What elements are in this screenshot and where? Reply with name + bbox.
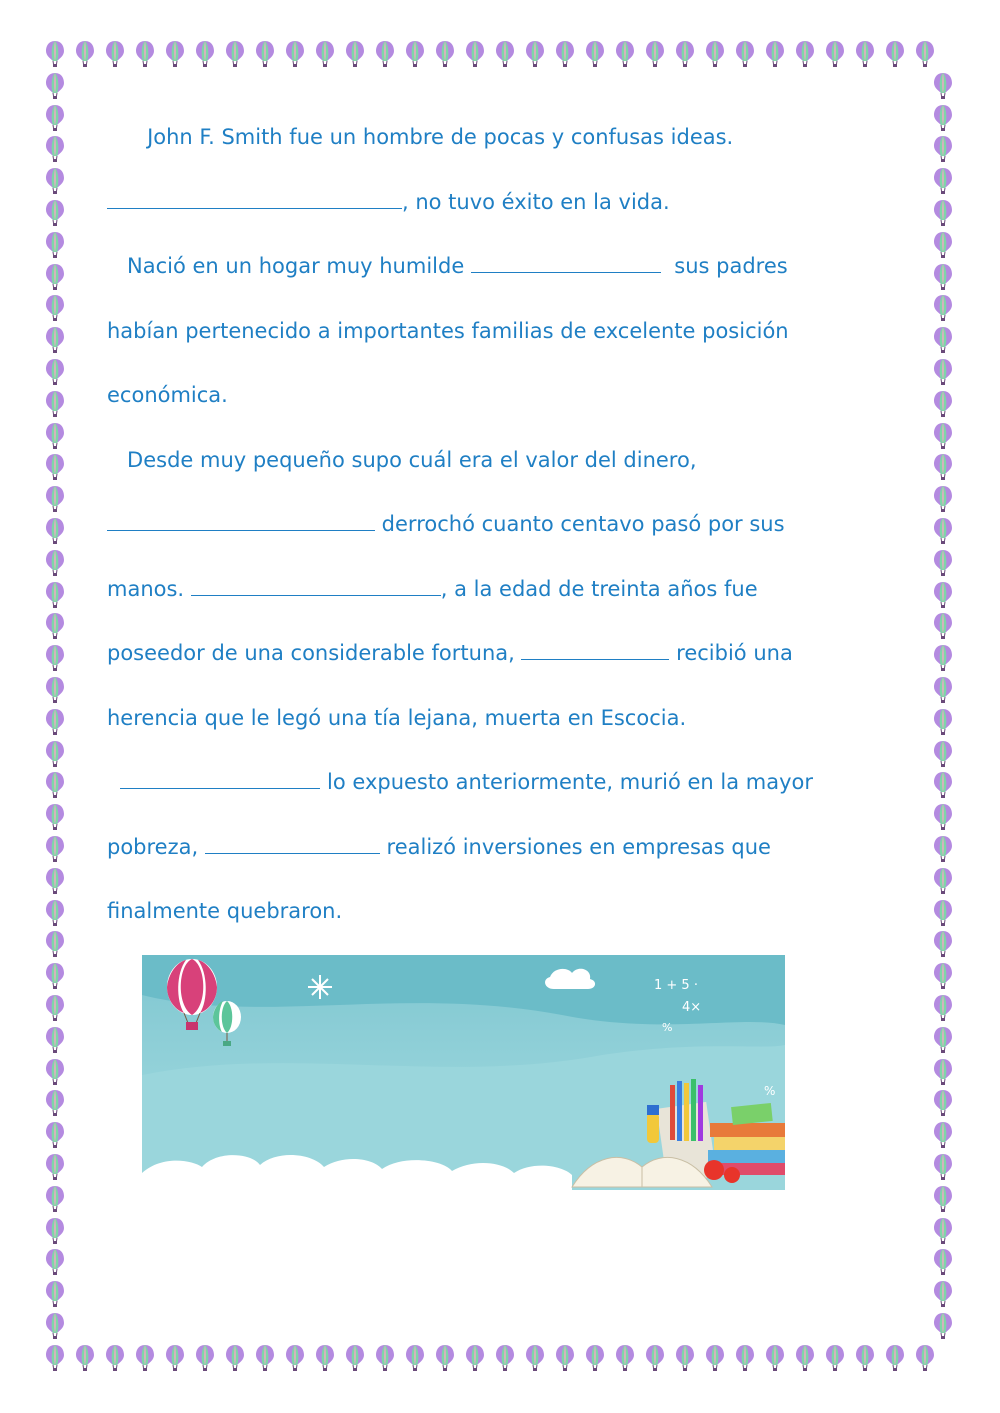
line-text-before: Nació en un hogar muy humilde [127, 254, 471, 278]
hot-air-balloon-icon [820, 38, 850, 70]
line-text-before: económica. [107, 383, 228, 407]
balloon-border-left [40, 70, 70, 1342]
hot-air-balloon-icon [430, 38, 460, 70]
hot-air-balloon-icon [40, 642, 70, 674]
hot-air-balloon-icon [460, 1342, 490, 1374]
hot-air-balloon-icon [70, 1342, 100, 1374]
hot-air-balloon-icon [928, 1310, 958, 1342]
hot-air-balloon-icon [928, 833, 958, 865]
hot-air-balloon-icon [250, 38, 280, 70]
hot-air-balloon-icon [610, 38, 640, 70]
hot-air-balloon-icon [190, 38, 220, 70]
hot-air-balloon-icon [40, 293, 70, 325]
math-scribble-1: 1 + 5 · [654, 978, 698, 993]
hot-air-balloon-icon [40, 833, 70, 865]
hot-air-balloon-icon [40, 1056, 70, 1088]
hot-air-balloon-icon [40, 738, 70, 770]
line-text-before: habían pertenecido a importantes familias de excelente posición [107, 318, 789, 343]
hot-air-balloon-icon [460, 38, 490, 70]
hot-air-balloon-icon [880, 38, 910, 70]
sky-scene-illustration [142, 955, 785, 1190]
glue-bottle [647, 1113, 659, 1143]
text-line [107, 492, 897, 557]
hot-air-balloon-icon [40, 1246, 70, 1278]
math-scribble-2: 4× [682, 1000, 702, 1015]
hot-air-balloon-icon [40, 229, 70, 261]
text-lines [107, 105, 897, 944]
hot-air-balloon-icon [490, 38, 520, 70]
hot-air-balloon-icon [928, 197, 958, 229]
hot-air-balloon-icon [40, 579, 70, 611]
fill-in-blank[interactable] [107, 512, 375, 531]
line-indent [107, 125, 147, 149]
hot-air-balloon-icon [928, 102, 958, 134]
text-line [107, 363, 897, 428]
hot-air-balloon-icon [730, 38, 760, 70]
hot-air-balloon-icon [190, 1342, 220, 1374]
line-indent [107, 770, 120, 794]
hot-air-balloon-icon [928, 547, 958, 579]
fill-in-blank[interactable] [521, 641, 669, 660]
hot-air-balloon-icon [520, 38, 550, 70]
line-text-before: finalmente quebraron. [107, 899, 343, 923]
hot-air-balloon-icon [580, 38, 610, 70]
hot-air-balloon-icon [928, 261, 958, 293]
hot-air-balloon-icon [760, 38, 790, 70]
hot-air-balloon-icon [610, 1342, 640, 1374]
hot-air-balloon-icon [40, 483, 70, 515]
hot-air-balloon-icon [790, 38, 820, 70]
text-line [107, 170, 897, 235]
hot-air-balloon-icon [928, 356, 958, 388]
hot-air-balloon-icon [928, 1246, 958, 1278]
hot-air-balloon-icon [310, 38, 340, 70]
hot-air-balloon-icon [928, 929, 958, 961]
hot-air-balloon-icon [100, 1342, 130, 1374]
hot-air-balloon-icon [820, 1342, 850, 1374]
hot-air-balloon-icon [928, 611, 958, 643]
line-text-before: manos. [107, 576, 191, 601]
hot-air-balloon-icon [40, 134, 70, 166]
hot-air-balloon-icon [100, 38, 130, 70]
hot-air-balloon-icon [40, 165, 70, 197]
hot-air-balloon-icon [40, 770, 70, 802]
hot-air-balloon-icon [280, 1342, 310, 1374]
text-line [107, 105, 897, 170]
math-scribble-4: % [764, 1084, 776, 1098]
hot-air-balloon-icon [790, 1342, 820, 1374]
line-text-after: sus padres [660, 254, 788, 278]
hot-air-balloon-icon [40, 1088, 70, 1120]
hot-air-balloon-icon [928, 579, 958, 611]
hot-air-balloon-icon [40, 420, 70, 452]
hot-air-balloon-icon [40, 960, 70, 992]
text-line [107, 621, 897, 686]
hot-air-balloon-icon [40, 1119, 70, 1151]
hot-air-balloon-icon [40, 992, 70, 1024]
hot-air-balloon-icon [928, 770, 958, 802]
hot-air-balloon-icon [670, 38, 700, 70]
hot-air-balloon-icon [928, 134, 958, 166]
hot-air-balloon-icon [40, 1342, 70, 1374]
hot-air-balloon-icon [40, 102, 70, 134]
hot-air-balloon-icon [40, 611, 70, 643]
hot-air-balloon-icon [928, 992, 958, 1024]
text-line [107, 299, 897, 364]
hot-air-balloon-icon [370, 38, 400, 70]
hot-air-balloon-icon [850, 1342, 880, 1374]
hot-air-balloon-icon [928, 1024, 958, 1056]
hot-air-balloon-icon [640, 38, 670, 70]
fill-in-blank[interactable] [205, 835, 380, 854]
hot-air-balloon-icon [880, 1342, 910, 1374]
text-line [107, 750, 897, 815]
hot-air-balloon-icon [40, 324, 70, 356]
hot-air-balloon-icon [250, 1342, 280, 1374]
hot-air-balloon-icon [700, 38, 730, 70]
hot-air-balloon-icon [280, 38, 310, 70]
hot-air-balloon-icon [400, 1342, 430, 1374]
line-text-before: herencia que le legó una tía lejana, muerta en Escocia. [107, 705, 687, 730]
hot-air-balloon-icon [40, 1215, 70, 1247]
worksheet-text [107, 105, 897, 944]
hot-air-balloon-icon [760, 1342, 790, 1374]
hot-air-balloon-icon [640, 1342, 670, 1374]
hot-air-balloon-icon [928, 1151, 958, 1183]
line-text-after: lo expuesto anteriormente, murió en la mayor [320, 770, 814, 794]
hot-air-balloon-icon [928, 483, 958, 515]
fill-in-blank[interactable] [191, 577, 441, 596]
hot-air-balloon-icon [40, 547, 70, 579]
line-text-after: recibió una [669, 641, 793, 665]
hot-air-balloon-icon [928, 865, 958, 897]
hot-air-balloon-icon [40, 706, 70, 738]
hot-air-balloon-icon [928, 1088, 958, 1120]
hot-air-balloon-icon [580, 1342, 610, 1374]
hot-air-balloon-icon [928, 165, 958, 197]
hot-air-balloon-icon [928, 897, 958, 929]
hot-air-balloon-icon [40, 515, 70, 547]
math-scribble-3: % [662, 1021, 673, 1034]
pencils [670, 1079, 703, 1141]
hot-air-balloon-icon [910, 38, 940, 70]
hot-air-balloon-icon [340, 1342, 370, 1374]
line-indent [107, 448, 127, 472]
fill-in-blank[interactable] [471, 254, 661, 273]
hot-air-balloon-icon [220, 1342, 250, 1374]
hot-air-balloon-icon [40, 197, 70, 229]
hot-air-balloon-icon [700, 1342, 730, 1374]
line-text-after: , no tuvo éxito en la vida. [402, 189, 670, 214]
hot-air-balloon-icon [40, 674, 70, 706]
hot-air-balloon-icon [928, 960, 958, 992]
balloon-border-bottom [40, 1342, 940, 1374]
line-indent [107, 254, 127, 278]
hot-air-balloon-icon [310, 1342, 340, 1374]
hot-air-balloon-icon [928, 738, 958, 770]
text-line [107, 815, 897, 880]
hot-air-balloon-icon [550, 1342, 580, 1374]
hot-air-balloon-icon [370, 1342, 400, 1374]
hot-air-balloon-icon [730, 1342, 760, 1374]
hot-air-balloon-icon [340, 38, 370, 70]
hot-air-balloon-icon [400, 38, 430, 70]
hot-air-balloon-icon [928, 452, 958, 484]
hot-air-balloon-icon [550, 38, 580, 70]
hot-air-balloon-icon [928, 70, 958, 102]
hot-air-balloon-icon [40, 452, 70, 484]
hot-air-balloon-icon [40, 1278, 70, 1310]
hot-air-balloon-icon [40, 1310, 70, 1342]
hot-air-balloon-icon [130, 38, 160, 70]
decorative-illustration [142, 955, 785, 1190]
hot-air-balloon-icon [928, 1056, 958, 1088]
hot-air-balloon-icon [850, 38, 880, 70]
hot-air-balloon-icon [40, 929, 70, 961]
hot-air-balloon-icon [928, 515, 958, 547]
hot-air-balloon-icon [928, 388, 958, 420]
line-text-after: realizó inversiones en empresas que [379, 834, 771, 859]
hot-air-balloon-icon [70, 38, 100, 70]
hot-air-balloon-icon [928, 674, 958, 706]
hot-air-balloon-icon [430, 1342, 460, 1374]
text-line [107, 879, 897, 944]
line-text-before: poseedor de una considerable fortuna, [107, 641, 522, 665]
line-text-after: derrochó cuanto centavo pasó por sus [375, 512, 785, 536]
text-line [107, 686, 897, 751]
red-scissors-handle [704, 1160, 724, 1180]
fill-in-blank[interactable] [120, 770, 320, 789]
hot-air-balloon-icon [40, 356, 70, 388]
hot-air-balloon-icon [40, 897, 70, 929]
fill-in-blank[interactable] [107, 190, 402, 209]
hot-air-balloon-icon [928, 1183, 958, 1215]
text-line [107, 234, 897, 299]
balloon-border-right [928, 70, 958, 1342]
hot-air-balloon-icon [928, 229, 958, 261]
hot-air-balloon-icon [160, 1342, 190, 1374]
hot-air-balloon-icon [928, 1215, 958, 1247]
hot-air-balloon-icon [40, 1183, 70, 1215]
line-text-before: pobreza, [107, 834, 205, 859]
hot-air-balloon-icon [40, 1024, 70, 1056]
hot-air-balloon-icon [928, 324, 958, 356]
line-text-before: John F. Smith fue un hombre de pocas y confusas ideas. [147, 125, 734, 149]
hot-air-balloon-icon [40, 38, 70, 70]
hot-air-balloon-icon [928, 801, 958, 833]
hot-air-balloon-icon [40, 388, 70, 420]
hot-air-balloon-icon [910, 1342, 940, 1374]
hot-air-balloon-icon [928, 1278, 958, 1310]
balloon-border-top [40, 38, 940, 70]
hot-air-balloon-icon [40, 865, 70, 897]
line-text-after: , a la edad de treinta años fue [440, 576, 758, 601]
hot-air-balloon-icon [40, 70, 70, 102]
hot-air-balloon-icon [160, 38, 190, 70]
hot-air-balloon-icon [40, 801, 70, 833]
hot-air-balloon-icon [40, 1151, 70, 1183]
hot-air-balloon-icon [928, 1119, 958, 1151]
hot-air-balloon-icon [520, 1342, 550, 1374]
hot-air-balloon-icon [928, 706, 958, 738]
line-text-before: Desde muy pequeño supo cuál era el valor del dinero, [127, 447, 697, 472]
text-line [107, 557, 897, 622]
hot-air-balloon-icon [670, 1342, 700, 1374]
hot-air-balloon-icon [928, 293, 958, 325]
text-line [107, 428, 897, 493]
hot-air-balloon-icon [928, 642, 958, 674]
hot-air-balloon-icon [40, 261, 70, 293]
hot-air-balloon-icon [220, 38, 250, 70]
hot-air-balloon-icon [130, 1342, 160, 1374]
hot-air-balloon-icon [490, 1342, 520, 1374]
hot-air-balloon-icon [928, 420, 958, 452]
